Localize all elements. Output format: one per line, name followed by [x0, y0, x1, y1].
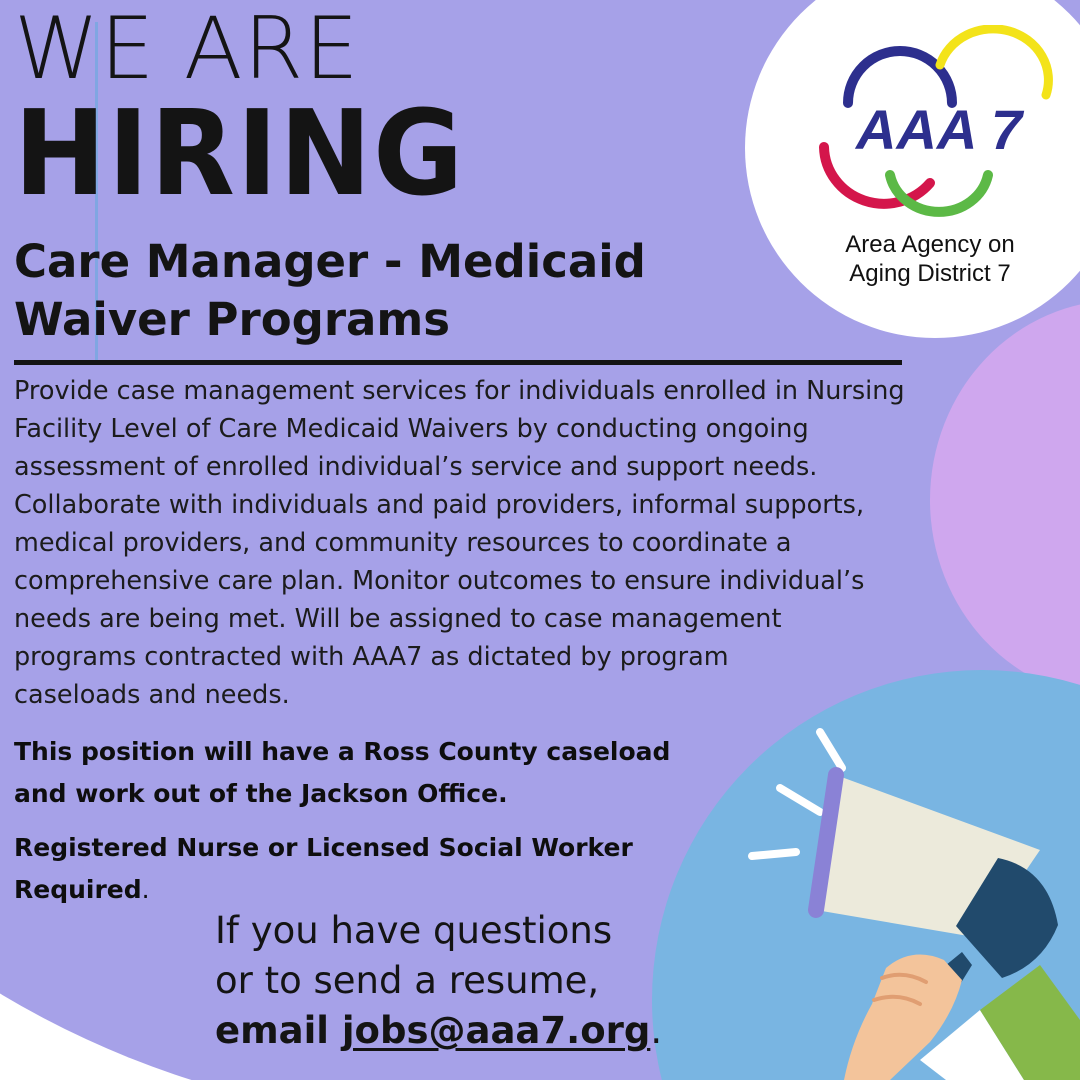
requirement-note — [14, 827, 774, 911]
logo-caption-line-2: Aging District 7 — [849, 260, 1011, 287]
location-note-line-1: This position will have a Ross County caseload — [14, 737, 671, 766]
description-line: assessment of enrolled individual’s service and support needs. — [14, 452, 818, 482]
logo-yellow-arc — [940, 29, 1048, 95]
logo-blue-arc — [848, 51, 952, 103]
description-line: Facility Level of Care Medicaid Waivers by conducting ongoing — [14, 414, 809, 444]
logo-green-arc — [890, 175, 988, 212]
email-link[interactable]: jobs@aaa7.org — [341, 1009, 651, 1052]
job-title-line-1: Care Manager - Medicaid — [14, 235, 646, 288]
job-title — [14, 233, 774, 349]
job-description — [14, 372, 964, 714]
description-line: caseloads and needs. — [14, 680, 290, 710]
description-line: needs are being met. Will be assigned to case management — [14, 604, 782, 634]
headline-hiring: HIRING — [14, 84, 466, 222]
description-line: Provide case management services for individuals enrolled in Nursing — [14, 376, 905, 406]
description-line: comprehensive care plan. Monitor outcomes to ensure individual’s — [14, 566, 865, 596]
description-line: medical providers, and community resources to coordinate a — [14, 528, 792, 558]
location-note-line-2: and work out of the Jackson Office. — [14, 779, 508, 808]
logo-caption — [780, 230, 1080, 288]
contact-line-2: or to send a resume, — [215, 959, 600, 1002]
headline-we-are: WE ARE — [14, 0, 360, 99]
contact-line-1: If you have questions — [215, 909, 613, 952]
contact-suffix: . — [650, 1009, 663, 1052]
megaphone-in-hand-icon — [740, 720, 1080, 1080]
contact-email-prefix: email — [215, 1009, 342, 1052]
contact-block — [215, 906, 662, 1056]
requirement-required: Required — [14, 875, 142, 904]
job-title-line-2: Waiver Programs — [14, 293, 451, 346]
aaa7-logo — [818, 25, 1060, 220]
logo-wordmark: AAA 7 — [856, 98, 1022, 161]
location-note — [14, 731, 774, 815]
description-line: Collaborate with individuals and paid providers, informal supports, — [14, 490, 865, 520]
requirement-period: . — [141, 875, 150, 904]
requirement-line-2 — [14, 869, 774, 911]
contact-line-3 — [215, 1006, 662, 1056]
description-line: programs contracted with AAA7 as dictated by program — [14, 642, 729, 672]
title-divider — [14, 360, 902, 365]
requirement-line-1: Registered Nurse or Licensed Social Worker — [14, 833, 633, 862]
logo-caption-line-1: Area Agency on — [845, 231, 1015, 258]
